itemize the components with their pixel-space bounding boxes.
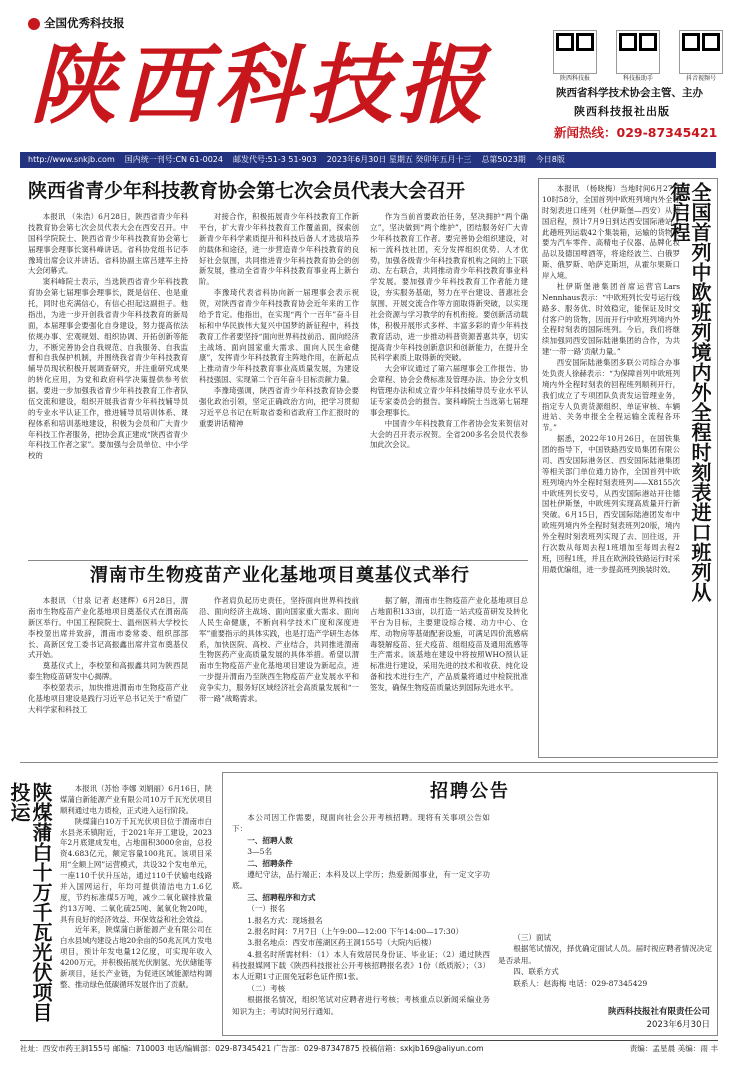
paragraph: 本报讯 （甘泉 记者 赵建辉）6月28日，渭南市生物疫苗产业化基地项目奠基仪式在渭南高新区举行。中国工程院院士、温州医科大学校长李校堃出席并致辞，渭南市委常委、组织部部长、高新区党工委书记高振鑫出席并宣布奠基仪式开始。 xyxy=(28,596,188,660)
sponsor: 陕西省科学技术协会主管、主办 xyxy=(556,87,703,99)
paragraph: 窦科峰院士表示，当选陕西省青少年科技教育协会第七届理事会理事长，既是信任、也是重托，同时也充满信心，有信心担起这副担子。他指出，为进一步开创我省青少年科技教育的新局面，本届理事会要强化自身建设，努力提高依法依规办事、宏观规划、组织协调、开拓创新等能力，不断完善协会自我规范、自我服务、自我监督和自我保护机制，并围绕我省青少年科技教育辅导员现状积极开展调查研究，并注重研究成果的转化应用，为党和政府科学决策提供参考依据。要进一步加强我省青少年科技教育工作者队伍交流和建设，组织开展我省青少年科技辅导员的专业水平认证工作，推进辅导员培训体系、课程体系和培训基地建设，积极为会员和广大青少年科技工作者服务，把协会真正建成“陕西省青少年科技工作者之家”。要加强与会员单位、中小学校的 xyxy=(28,277,188,461)
paragraph: 本报讯 （朱浩）6月28日，陕西省青少年科技教育协会第七次会员代表大会在西安召开。中国科学院院士、陕西省青少年科技教育协会第七届理事会理事长窦科峰讲话。省科协党组书记李豫琦出席会议并讲话。省科协副主席吕建军主持大会闭幕式。 xyxy=(28,212,188,276)
paragraph: 据悉，2022年10月26日，在国铁集团的指导下，中国铁路西安局集团有限公司、西安国际港务区、西安国际陆港集团等相关部门单位通力协作，全国首列中欧班列境内外全程时刻表班列——X8155次中欧班列长安号，从西安国际港站开往德国杜伊斯堡，中欧班列实现高质量开行新突破。6月15日，西安国际陆港团发布中欧班列境内外全程时刻表班列20版，境内外全程时刻表班列实现了去、回往返，开行次数从每周去程1班增加至每周去程2班，回程1班，并且在欧洲段铁路运行时采用最优编组，进一步提高班列换装时效。 xyxy=(542,434,680,574)
paragraph: 近年来，陕煤蒲白新能源产业有限公司在白水县域内建设占地20余亩的50兆瓦风力发电项目，预计年发电量12亿度，可实现年收入4200万元，并积极拓展光伏制氢、光伏储能等新项目，延长产业链，为促进区域能源结构调整、推动绿色低碳循环发展作出了贡献。 xyxy=(60,925,212,989)
paragraph: 李校堃表示，加快推进渭南市生物疫苗产业化基地项目建设是践行习近平总书记关于“希望广大科学家和科技工 xyxy=(28,683,188,714)
ad-line: 遵纪守法，品行端正；本科及以上学历；热爱新闻事业，有一定文字功底。 xyxy=(232,869,490,891)
slogan: 全国优秀科技报 xyxy=(44,16,125,30)
ad-body-left xyxy=(232,812,490,1032)
footer-editors: 责编：孟星晨 美编：雨 丰 xyxy=(629,1044,718,1053)
ad-body-right xyxy=(498,932,712,1002)
article4-body xyxy=(60,784,212,1034)
ad-line: 3.报名地点：西安市莲湖区药王洞155号（大院内后楼） xyxy=(247,938,436,948)
paragraph: 据了解，渭南市生物疫苗产业化基地项目总占地面积133亩，以打造一站式疫苗研发及转化平台为目标，主要建设综合楼、动力中心、仓库、动物房等基础配套设施，可满足四价流感病毒裂解疫苗、狂犬疫苗、组组疫苗及通用流感等生产需求。该基地在建设中将按照WHO预认证标准进行建设，采用先进的技术和收获、纯化设备和技术进行生产，产品质量将通过中检院批准签发，确保生物疫苗质量达到国际先进水平。 xyxy=(370,596,528,692)
qr-label: 抖音视频号 xyxy=(685,75,716,82)
masthead xyxy=(0,0,735,150)
ad-line: 四、联系方式 xyxy=(513,967,559,977)
qr-label: 陕西科技报 xyxy=(559,75,590,82)
divider xyxy=(28,560,528,561)
article2-column-3 xyxy=(370,596,528,746)
article3-body xyxy=(542,184,680,754)
article1-column-2 xyxy=(199,212,359,558)
paragraph: 中国青少年科技教育工作者协会发来贺信对大会的召开表示祝贺。全省200多名会员代表参加此次会议。 xyxy=(370,418,528,450)
qr-code-icon xyxy=(616,30,660,74)
ad-line: 根据报名情况，组织笔试对应聘者进行考核；考核重点以新闻采编业务知识为主；考试时间另行通知。 xyxy=(232,995,490,1016)
page-count: 今日8版 xyxy=(535,155,565,164)
paragraph: 本报讯 （杨晓梅）当地时间6月27日10时58分，全国首列中欧班列境内外全程时刻表进口班列（杜伊斯堡—西安）从德国启程，预计7月9日到达西安国际港站。此趟班列运载42个集装箱，运输的货物主要为汽车零件、高精电子仪器、品牌化妆品以及德国啤酒等，将途经波兰、白俄罗斯、俄罗斯、哈萨克斯坦，从霍尔果斯口岸入境。 xyxy=(542,184,680,280)
article4-headline: 陕煤蒲白十万千瓦光伏项目投运 xyxy=(7,782,53,1022)
ad-date: 2023年6月30日 xyxy=(646,1020,710,1030)
paragraph: 奠基仪式上，李校堃和高振鑫共同为陕西昆泰生物疫苗研发中心揭牌。 xyxy=(28,661,188,682)
ad-line: （一）报名 xyxy=(247,904,286,914)
ad-line: 4.报名时所需材料：（1）本人有效居民身份证、毕业证；（2）通过陕西科技报媒网下载《陕西科技报社公开考核招聘报名表》1份（纸质版）；（3）本人近期1寸正面免冠彩色证件照1张。 xyxy=(232,949,490,982)
article1-column-1 xyxy=(28,212,188,558)
qr-label: 科技报助手 xyxy=(622,75,653,82)
ad-intro: 本公司因工作需要，现面向社会公开考核招聘。现将有关事项公告如下： xyxy=(232,813,490,834)
paragraph: 李豫琦强调，陕西省青少年科技教育协会要强化政治引领，坚定正确政治方向，把学习贯彻习近平总书记在听取省委和省政府工作汇报时的重要讲话精神 xyxy=(199,386,359,428)
ad-company: 陕西科技报社有限责任公司 xyxy=(607,1007,710,1017)
article1-headline: 陕西省青少年科技教育协会第七次会员代表大会召开 xyxy=(28,180,466,202)
ad-line: 联系人：赵海梅 电话：029-87345429 xyxy=(513,978,648,988)
ad-line: （三）面试 xyxy=(513,933,552,942)
article2-column-1 xyxy=(28,596,188,746)
article3-headline: 全国首列中欧班列境内外全程时刻表进口班列从德启程 xyxy=(667,182,712,602)
website-link[interactable]: http://www.snkjb.com xyxy=(28,155,115,164)
paragraph: 大会审议通过了第六届理事会工作报告、协会章程、协会会费标准及管理办法、协会分支机构管理办法和成立青少年科技辅导员专业水平认证专家委员会的报告。窦科峰院士当选第七届理事会理事长。 xyxy=(370,364,528,417)
ad-line: 二、招聘条件 xyxy=(247,858,293,868)
hotline: 新闻热线：029-87345421 xyxy=(554,125,718,140)
article1-column-3 xyxy=(370,212,528,558)
article2-headline: 渭南市生物疫苗产业化基地项目奠基仪式举行 xyxy=(90,565,470,586)
publisher: 陕西科技报社出版 xyxy=(574,105,670,118)
ad-line: 2.报名时间：7月7日（上午9:00—12:00 下午14:00—17:30） xyxy=(247,926,464,936)
ad-line: 根据笔试情况，择优确定面试人员。届时视应聘者情况决定是否录用。 xyxy=(498,944,712,965)
slogan-logo-icon xyxy=(28,18,40,30)
footer-address: 社址：西安市药王洞155号 邮编：710003 电话/编辑部：029-87345421 广告部：029-87347875 投稿信箱：sxkjb169@aliyun.com xyxy=(20,1044,484,1053)
issue-date: 2023年6月30日 星期五 癸卯年五月十三 xyxy=(326,155,472,164)
paragraph: 作者肩负起历史责任，坚持面向世界科技前沿、面向经济主战场、面向国家重大需求、面向人民生命健康，不断向科学技术广度和深度进军”重要指示的具体实践，也是打造产学研生态体系，加快医院、高校、产业结合，共同推进渭南生物医药产业高质量发展的具体举措。希望以渭南市生物疫苗产业化基地项目建设为新起点，进一步提升渭南乃至陕西生物疫苗产业发展水平和竞争实力，服务好区域经济社会高质量发展和“一带一路”战略需求。 xyxy=(199,596,359,703)
qr-code-icon xyxy=(679,30,723,74)
ad-line: 三、招聘程序和方式 xyxy=(247,892,316,902)
paragraph: 杜伊斯堡港集团首席运营官Lars Nennhaus表示：“中欧班列长安号运行线路多、服务优、时效稳定，能保证及时交付客户的货物，因而开行中欧班列境内外全程时刻表的国际班列。今后，我们将继续加强同西安国际陆港集团的合作，为共建‘一带一路’贡献力量。” xyxy=(542,281,680,357)
paragraph: 作为当前首要政治任务，坚决拥护“两个确立”，坚决做到“两个维护”，团结服务好广大青少年科技教育工作者。要完善协会组织建设，对标一流科技社团，充分发挥组织优势、人才优势，加强各级青少年科技教育机构之间的上下联动、左右联合，共同推动青少年科技教育事业科学发展。要加强青少年科技教育工作者能力建设，夯实服务基础，努力在平台建设、普惠社会氛围、开展交流合作等方面取得新突破，以实现社会资源与学习教学的有机衔接。要创新活动载体，积极开展形式多样、丰富多彩的青少年科技教育活动，进一步推动科普资源普惠共享，切实提高青少年科技创新意识和创新能力，在提升全民科学素质上取得新的突破。 xyxy=(370,212,528,363)
ad-line: 1.报名方式：现场报名 xyxy=(247,915,323,925)
divider xyxy=(20,762,718,763)
article2-column-2 xyxy=(199,596,359,746)
paragraph: 李豫琦代表省科协向新一届理事会表示祝贺，对陕西省青少年科技教育协会近年来的工作给予肯定。他指出，在实现“两个一百年”奋斗目标和中华民族伟大复兴中国梦的新征程中，科技教育工作者要坚持“面向世界科技前沿、面向经济主战场、面向国家重大需求、面向人民生命健康”，发挥青少年科技教育主阵地作用，在新起点上推动青少年科技教育事业高质量发展，为建设科技强国、实现第二个百年奋斗目标贡献力量。 xyxy=(199,288,359,385)
paragraph: 本报讯（苏怡 李娜 刘娟丽）6月16日，陕煤蒲白新能源产业有限公司10万千瓦光伏项目顺利通过电力质检，正式进入运行阶段。 xyxy=(60,784,212,815)
ad-line: 一、招聘人数 xyxy=(247,835,293,845)
cn-number: 国内统一刊号:CN 61-0024 xyxy=(124,155,223,164)
paragraph: 对接合作，积极拓展青少年科技教育工作新平台，扩大青少年科技教育工作覆盖面，探索创新青少年科学素质提升和科技后备人才选拔培养的载体和途径，进一步营造青少年科技教育的良好社会氛围，共同推进青少年科技教育协会的创新发展，推动全省青少年科技教育事业再上新台阶。 xyxy=(199,212,359,287)
issue-number: 总第5023期 xyxy=(481,155,526,164)
ad-title: 招聘公告 xyxy=(430,781,510,802)
newspaper-title: 陕西科技报 xyxy=(30,35,490,136)
ad-line: 3—5名 xyxy=(247,847,273,857)
postal-code: 邮发代号:51-3 51-903 xyxy=(232,155,317,164)
ad-line: （二）考核 xyxy=(247,983,286,993)
info-bar xyxy=(20,152,716,168)
paragraph: 西安国际陆港集团多联公司综合办事处负责人徐赫表示：“为保障首列中欧班列境内外全程时刻表的回程班列顺利开行，我们成立了专项团队负责发运管理业务，指定专人负责货源组织、单证审核、车辆进站、关务申报全全程运输全流程各环节。” xyxy=(542,358,680,433)
qr-code-icon xyxy=(553,30,597,74)
footer-divider xyxy=(20,1040,718,1041)
paragraph: 陕煤蒲白10万千瓦光伏项目位于渭南市白水县尧禾镇附近，于2021年开工建设，2023年2月底建成发电，占地面积3000余亩，总投资4.683亿元，额定容量100兆瓦。该项目采用“全额上网”运营模式，共设32个发电单元，一座110千伏升压站，通过110千伏输电线路并入国网运行，年均可提供清洁电力1.6亿度，节约标准煤5万吨，减少二氧化碳排放量约13万吨、二氧化硫25吨、氮氧化物20吨，具有良好的经济效益、环保效益和社会效益。 xyxy=(60,816,212,924)
